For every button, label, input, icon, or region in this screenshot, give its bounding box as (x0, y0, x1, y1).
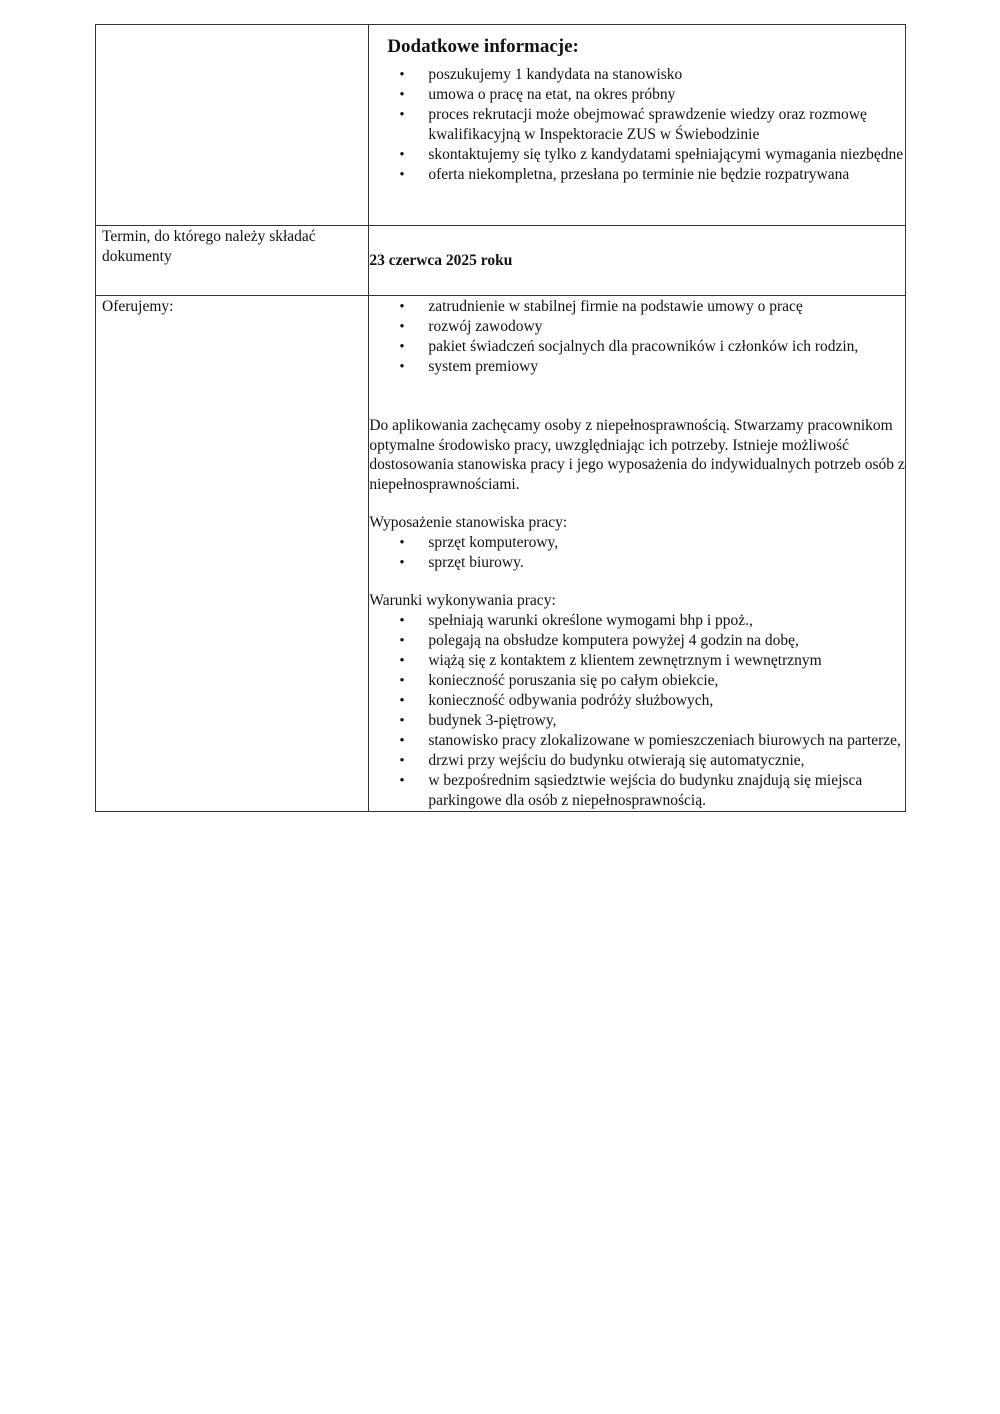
offer-label: Oferujemy: (102, 298, 174, 315)
list-item: • skontaktujemy się tylko z kandydatami spełniającymi wymagania niezbędne (369, 145, 905, 165)
list-item: • oferta niekompletna, przesłana po terminie nie będzie rozpatrywana (369, 165, 905, 185)
conditions-title: Warunki wykonywania pracy: (369, 592, 556, 609)
additional-info-cell (369, 25, 906, 226)
list-item: • spełniają warunki określone wymogami bhp i ppoż., (369, 611, 905, 631)
list-item: • umowa o pracę na etat, na okres próbny (369, 85, 905, 105)
list-item: • sprzęt komputerowy, (369, 533, 905, 553)
list-item: • konieczność odbywania podróży służbowych, (369, 691, 905, 711)
list-item: • w bezpośrednim sąsiedztwie wejścia do budynku znajdują się miejsca parkingowe dla osób z niepełnosprawnością. (369, 771, 905, 811)
additional-info-row (96, 25, 906, 226)
deadline-value: 23 czerwca 2025 roku (369, 252, 513, 269)
equipment-title: Wyposażenie stanowiska pracy: (369, 514, 568, 531)
disability-paragraph: Do aplikowania zachęcamy osoby z niepełnosprawnością. Stwarzamy pracownikom optymalne środowisko pracy, uwzględniając ich potrzeby. Istnieje możliwość dostosowania stanowiska pracy i jego wyposażenia do indywidualnych potrzeb osób z niepełnosprawnościami. (369, 417, 905, 493)
list-item: • budynek 3-piętrowy, (369, 711, 905, 731)
list-item: • konieczność poruszania się po całym obiekcie, (369, 671, 905, 691)
additional-info-list (369, 65, 905, 185)
list-item: • wiążą się z kontaktem z klientem zewnętrznym i wewnętrznym (369, 651, 905, 671)
list-item: • poszukujemy 1 kandydata na stanowisko (369, 65, 905, 85)
deadline-label-cell (96, 226, 369, 296)
offer-label-cell (96, 296, 369, 812)
list-item: • rozwój zawodowy (369, 317, 905, 337)
list-item: • sprzęt biurowy. (369, 553, 905, 573)
list-item: • zatrudnienie w stabilnej firmie na podstawie umowy o pracę (369, 297, 905, 317)
list-item: • drzwi przy wejściu do budynku otwierają się automatycznie, (369, 751, 905, 771)
list-item: • polegają na obsłudze komputera powyżej 4 godzin na dobę, (369, 631, 905, 651)
deadline-value-cell (369, 226, 906, 296)
offer-cell (369, 296, 906, 812)
deadline-row (96, 226, 906, 296)
offer-row (96, 296, 906, 812)
deadline-label: Termin, do którego należy składać dokumenty (102, 228, 316, 265)
additional-info-heading: Dodatkowe informacje: (387, 36, 579, 57)
list-item: • pakiet świadczeń socjalnych dla pracowników i członków ich rodzin, (369, 337, 905, 357)
list-item: • proces rekrutacji może obejmować sprawdzenie wiedzy oraz rozmowę kwalifikacyjną w Inspektoracie ZUS w Świebodzinie (369, 105, 905, 145)
offer-list (369, 297, 905, 377)
equipment-list (369, 533, 905, 573)
job-offer-table (95, 24, 906, 812)
list-item: • stanowisko pracy zlokalizowane w pomieszczeniach biurowych na parterze, (369, 731, 905, 751)
additional-info-label-cell (96, 25, 369, 226)
list-item: • system premiowy (369, 357, 905, 377)
conditions-list (369, 611, 905, 811)
